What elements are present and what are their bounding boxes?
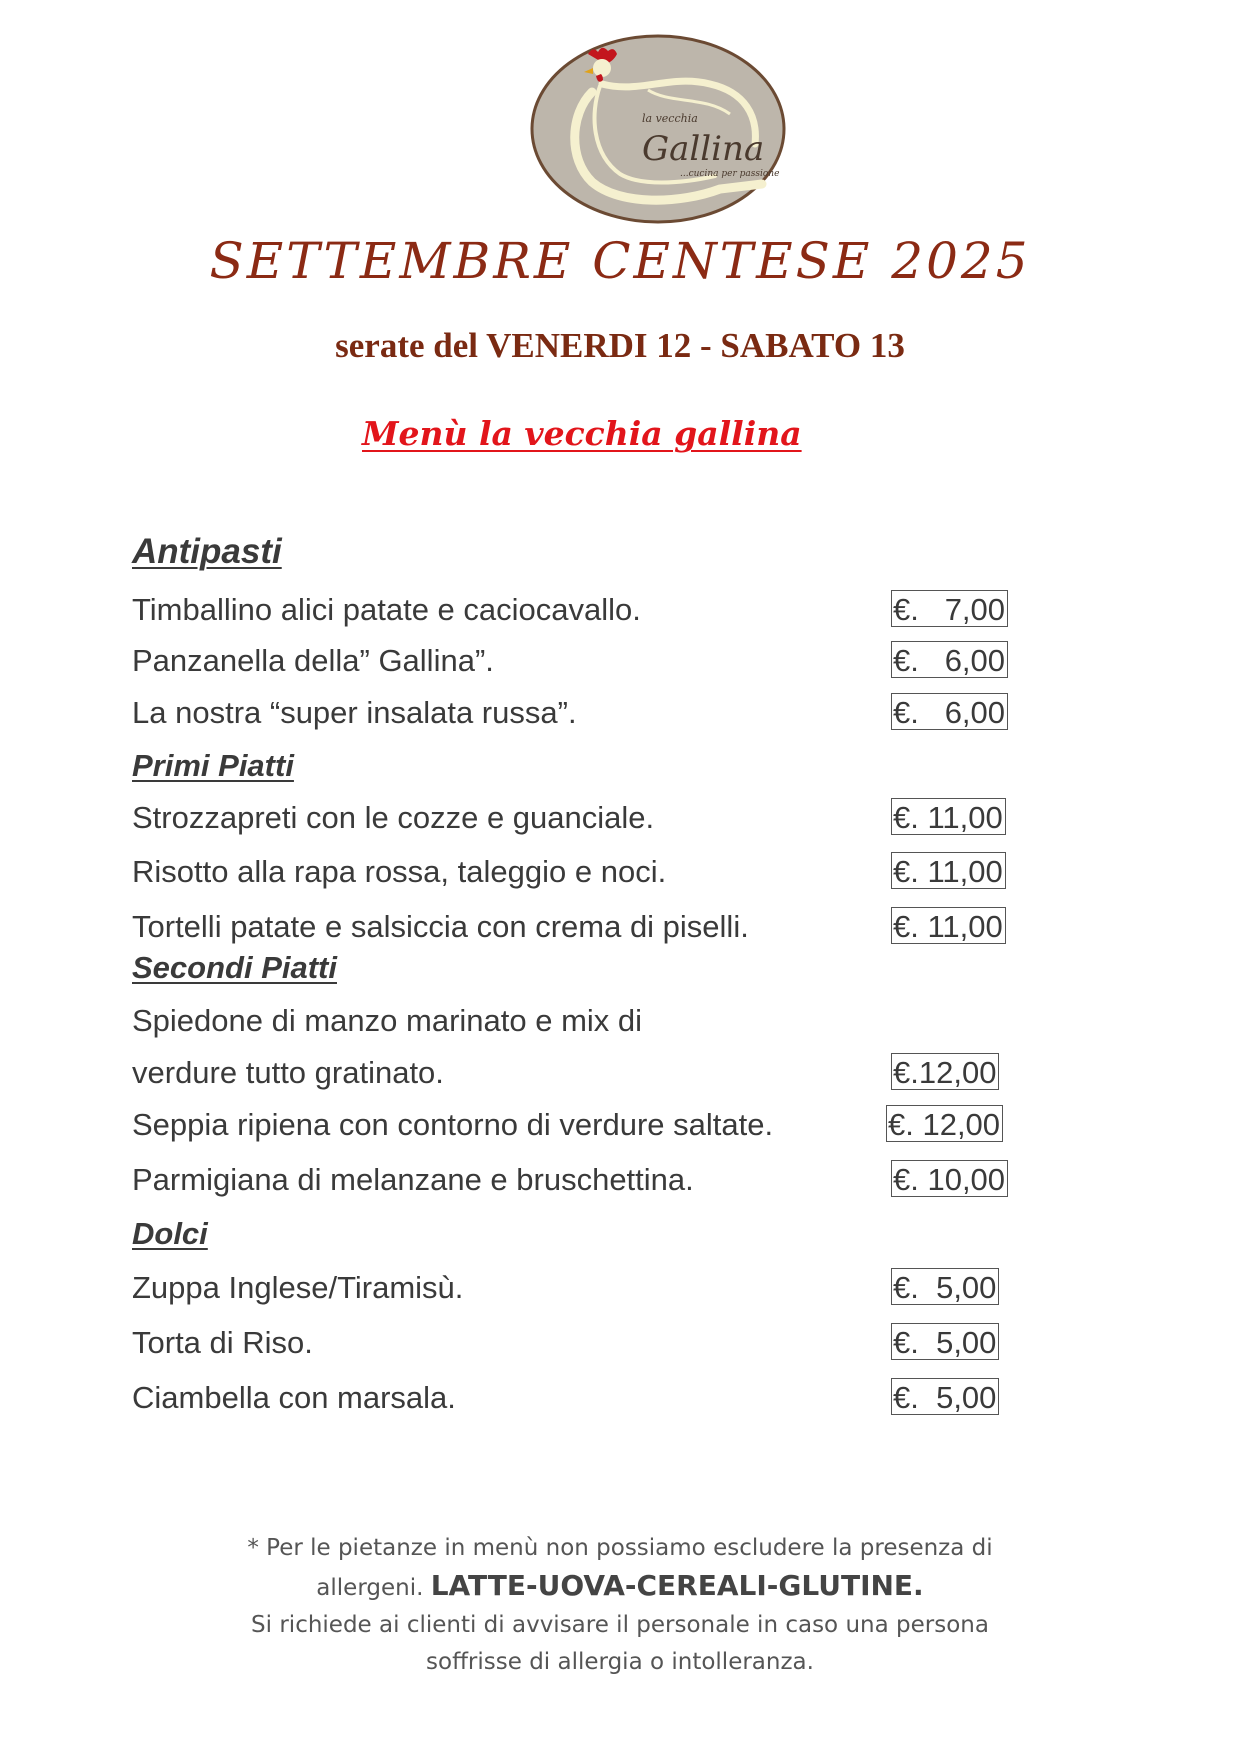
allergen-note-line: Si richiede ai clienti di avvisare il personale in caso una persona — [251, 1612, 989, 1638]
allergen-note-line — [0, 1567, 1240, 1607]
menu-item-price: €. 5,00 — [891, 1268, 999, 1305]
menu-item-name: La nostra “super insalata russa”. — [132, 695, 577, 730]
menu-item-price: €. 5,00 — [891, 1378, 999, 1415]
section-title-primi: Primi Piatti — [132, 748, 294, 783]
menu-item-name: Risotto alla rapa rossa, taleggio e noci. — [132, 854, 667, 889]
restaurant-logo — [530, 34, 786, 224]
menu-item-name: verdure tutto gratinato. — [132, 1055, 444, 1090]
logo-tagline: ...cucina per passione — [680, 169, 780, 179]
section-title-dolci: Dolci — [132, 1216, 208, 1251]
menu-item-name: Seppia ripiena con contorno di verdure saltate. — [132, 1107, 774, 1142]
event-title: SETTEMBRE CENTESE 2025 — [209, 232, 1031, 290]
menu-title: Menù la vecchia gallina — [362, 414, 802, 453]
menu-item-price: €. 10,00 — [891, 1160, 1008, 1197]
event-subtitle: serate del VENERDI 12 - SABATO 13 — [335, 326, 905, 365]
menu-item-price: €. 5,00 — [891, 1323, 999, 1360]
menu-item-name: Torta di Riso. — [132, 1325, 313, 1360]
section-title-secondi: Secondi Piatti — [132, 950, 337, 985]
section-title-antipasti: Antipasti — [132, 532, 282, 571]
menu-item-price: €. 6,00 — [891, 693, 1008, 730]
menu-item-name: Panzanella della” Gallina”. — [132, 643, 494, 678]
menu-item-price: €. 11,00 — [891, 798, 1006, 835]
menu-item-name: Tortelli patate e salsiccia con crema di piselli. — [132, 909, 749, 944]
menu-item-price: €. 12,00 — [886, 1105, 1003, 1142]
menu-item-name: Parmigiana di melanzane e bruschettina. — [132, 1162, 694, 1197]
logo-small-text: la vecchia — [642, 112, 698, 125]
menu-item-name: Spiedone di manzo marinato e mix di — [132, 1003, 643, 1038]
allergen-list: LATTE-UOVA-CEREALI-GLUTINE. — [430, 1569, 924, 1602]
menu-item-price: €. 7,00 — [891, 590, 1008, 627]
menu-item-name: Ciambella con marsala. — [132, 1380, 456, 1415]
menu-item-name: Strozzapreti con le cozze e guanciale. — [132, 800, 655, 835]
allergen-notes — [0, 1530, 1240, 1681]
menu-item-price: €. 11,00 — [891, 907, 1006, 944]
menu-item-name: Zuppa Inglese/Tiramisù. — [132, 1270, 464, 1305]
menu-item-name: Timballino alici patate e caciocavallo. — [132, 592, 641, 627]
menu-item-price: €.12,00 — [891, 1053, 999, 1090]
logo-name: Gallina — [642, 129, 765, 169]
menu-item-price: €. 6,00 — [891, 641, 1008, 678]
allergen-note-line: soffrisse di allergia o intolleranza. — [426, 1649, 814, 1675]
menu-item-price: €. 11,00 — [891, 852, 1006, 889]
allergen-note-prefix: allergeni. — [316, 1575, 424, 1601]
allergen-note-line: * Per le pietanze in menù non possiamo escludere la presenza di — [247, 1535, 993, 1561]
